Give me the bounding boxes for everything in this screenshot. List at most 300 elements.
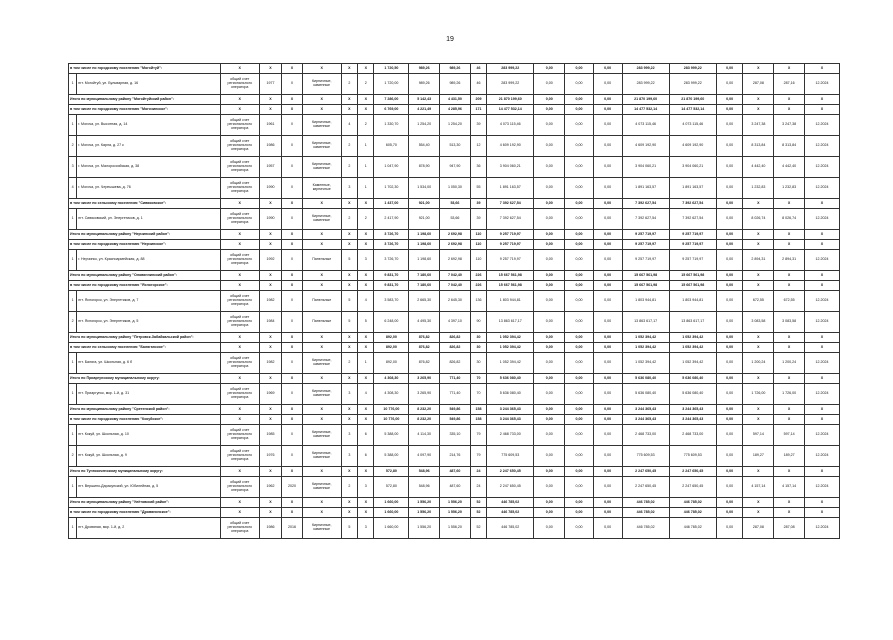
subtotal-row [69,343,840,353]
table-cell: 283 999,22 [622,74,669,95]
table-cell: 4 073 115,46 [622,115,669,136]
table-cell: 39 [470,199,486,209]
table-cell: 9 257 719,97 [487,240,534,250]
table-cell: 989,26 [409,74,440,95]
table-cell: общий счет регионального оператора [220,477,259,498]
table-cell: 1 052 394,42 [487,353,534,374]
table-cell: 989,26 [440,64,471,74]
table-cell: 826,82 [440,343,471,353]
table-cell: X [774,281,805,291]
table-cell: 2 [341,74,357,95]
table-cell: 2 692,98 [440,240,471,250]
table-cell: 0,00 [593,518,622,539]
table-cell: X [743,64,774,74]
table-cell: 226 [470,271,486,281]
table-cell: X [743,230,774,240]
table-cell: 0,00 [593,209,622,230]
table-cell: X [358,230,374,240]
table-cell: X [743,95,774,105]
table-cell: 1 437,00 [374,199,409,209]
table-cell: 0,00 [565,157,594,178]
table-cell: 15 667 561,98 [622,271,669,281]
table-cell: 53,66 [440,199,471,209]
subtotal-row [69,333,840,343]
table-row [69,384,840,405]
table-cell: X [259,240,282,250]
table-cell: 2 [358,115,374,136]
table-cell: 30 [470,343,486,353]
table-cell: X [804,105,839,115]
table-cell: 0,00 [565,343,594,353]
table-cell: X [302,271,341,281]
table-cell: 12.2024 [804,157,839,178]
table-cell: 0,00 [534,415,565,425]
table-cell: 947,90 [440,157,471,178]
table-cell: X [259,105,282,115]
table-cell: 1 726,00 [743,384,774,405]
table-cell: X [282,312,303,333]
table-cell: X [804,467,839,477]
table-cell: X [804,64,839,74]
table-cell: 0,00 [593,95,622,105]
table-cell: X [743,343,774,353]
table-cell: X [220,343,259,353]
table-cell: 8 026,74 [774,209,805,230]
table-cell: 21 870 199,60 [622,95,669,105]
table-cell: X [302,467,341,477]
table-row [69,136,840,157]
table-cell: X [220,95,259,105]
table-cell: 3 244 365,43 [487,405,534,415]
table-cell: 0,00 [534,498,565,508]
table-cell: 597,14 [774,425,805,446]
table-cell: X [282,343,303,353]
row-number: 1 [69,518,77,539]
table-cell: 0,00 [593,250,622,271]
table-row [69,312,840,333]
table-cell: 1 726,00 [774,384,805,405]
table-cell: 548,96 [409,467,440,477]
table-cell: 0,00 [716,467,743,477]
table-cell: 4 609 192,90 [622,136,669,157]
table-cell: X [302,95,341,105]
table-cell: X [282,178,303,199]
table-cell: 0,00 [534,425,565,446]
table-cell: X [259,343,282,353]
table-cell: X [774,467,805,477]
table-cell: 0,00 [534,115,565,136]
address-cell: пгт. Кокуй, ул. Школьная, д. 10 [77,425,221,446]
table-cell: X [358,415,374,425]
table-cell: 3 904 060,21 [487,157,534,178]
table-cell: Кирпичные, каменные [302,477,341,498]
table-cell: X [341,498,357,508]
table-cell: общий счет регионального оператора [220,384,259,405]
table-cell: 1969 [259,384,282,405]
table-cell: 0,00 [565,405,594,415]
table-cell: 2 247 650,45 [622,477,669,498]
table-cell: X [341,281,357,291]
table-cell: X [259,498,282,508]
table-cell: X [220,281,259,291]
table-cell: 446 785,02 [487,498,534,508]
table-cell: 921,00 [409,209,440,230]
table-cell: 1 052 394,42 [487,333,534,343]
subtotal-label: Итого по муниципальному району "Оловяннинский район": [69,271,221,281]
table-cell: 0,00 [716,446,743,467]
table-cell: 5 636 080,40 [669,384,716,405]
table-cell: 1 [358,136,374,157]
table-cell: 0,00 [565,230,594,240]
table-cell: 1 198,60 [409,240,440,250]
table-cell: 287,08 [774,518,805,539]
table-cell: X [804,281,839,291]
table-cell: 0,00 [716,405,743,415]
table-cell: 4 [358,384,374,405]
table-cell: общий счет регионального оператора [220,157,259,178]
table-cell: X [220,64,259,74]
table-cell: 1992 [259,250,282,271]
table-cell: 0,00 [565,425,594,446]
table-cell: 1 050,30 [440,178,471,199]
table-cell: X [282,415,303,425]
table-cell: 0,00 [534,333,565,343]
table-cell: 4 073 115,46 [669,115,716,136]
table-cell: 24 [470,467,486,477]
table-cell: 0,00 [716,157,743,178]
table-cell: 921,00 [409,199,440,209]
table-cell: 10 776,00 [374,405,409,415]
table-cell: 0,00 [593,374,622,384]
table-cell: X [282,115,303,136]
table-cell: 14 477 532,14 [669,105,716,115]
table-cell: Кирпичные, каменные [302,446,341,467]
table-cell: 605,70 [374,136,409,157]
table-cell: 1 660,00 [374,498,409,508]
table-cell: X [804,240,839,250]
table-cell: X [282,446,303,467]
table-cell: X [774,405,805,415]
table-cell: 5 636 080,40 [487,384,534,405]
table-cell: 110 [470,230,486,240]
table-cell: 30 [470,353,486,374]
table-cell: X [743,240,774,250]
table-cell: 0,00 [716,136,743,157]
table-cell: 1 534,00 [409,178,440,199]
table-cell: 52 [470,508,486,518]
table-cell: 0,00 [593,498,622,508]
table-cell: Кирпичные, каменные [302,157,341,178]
table-cell: X [358,343,374,353]
table-cell: 1 052 394,42 [622,333,669,343]
table-cell: 7 392 627,54 [487,209,534,230]
table-cell: 572,80 [374,477,409,498]
table-cell: 12.2024 [804,74,839,95]
table-cell: 90 [470,312,486,333]
table-cell: 554,40 [409,136,440,157]
table-row [69,291,840,312]
table-cell: 0,00 [565,312,594,333]
table-cell: X [743,333,774,343]
table-cell: X [259,281,282,291]
table-cell: X [282,105,303,115]
table-cell: X [259,95,282,105]
subtotal-label: Итого по Тунгокоченскому муниципальному округу: [69,467,221,477]
table-cell: 1 200,24 [743,353,774,374]
table-cell: 0,00 [716,250,743,271]
table-cell: 876,82 [409,353,440,374]
table-cell: X [774,374,805,384]
table-cell: 0,00 [716,415,743,425]
table-row [69,209,840,230]
table-row [69,425,840,446]
subtotal-label: Итого по муниципальному району "Петровск-Забайкальский район": [69,333,221,343]
table-cell: 0,00 [593,157,622,178]
table-cell: X [341,105,357,115]
table-cell: 4 285,96 [440,105,471,115]
table-cell: 287,08 [743,74,774,95]
table-cell: X [804,95,839,105]
table-cell: X [220,240,259,250]
row-number: 1 [69,353,77,374]
table-cell: 2 [358,74,374,95]
subtotal-row [69,240,840,250]
table-cell: X [220,199,259,209]
subtotal-row [69,271,840,281]
table-cell: Панельные [302,312,341,333]
table-cell: 0,00 [593,446,622,467]
table-cell: общий счет регионального оператора [220,115,259,136]
table-cell: X [774,508,805,518]
table-cell: 0,00 [565,281,594,291]
table-cell: 0,00 [534,240,565,250]
table-cell: 0,00 [565,333,594,343]
table-cell: 0,00 [565,291,594,312]
table-cell: X [358,105,374,115]
table-cell: 0,00 [593,178,622,199]
table-cell: общий счет регионального оператора [220,250,259,271]
table-cell: 2 [341,136,357,157]
table-cell: Кирпичные, каменные [302,518,341,539]
table-cell: X [804,230,839,240]
subtotal-row [69,199,840,209]
row-number: 1 [69,74,77,95]
table-cell: 1 052 394,42 [669,343,716,353]
table-cell: 3 [341,178,357,199]
table-cell: 0,00 [565,199,594,209]
table-cell: 5 388,00 [374,425,409,446]
table-cell: X [220,333,259,343]
table-cell: 14 477 532,14 [622,105,669,115]
table-cell: 775 609,53 [622,446,669,467]
table-cell: 4 157,14 [774,477,805,498]
table-cell: 0,00 [565,74,594,95]
table-cell: X [282,209,303,230]
subtotal-label: Итого по муниципальному району "Могойтуйский район": [69,95,221,105]
table-cell: 771,40 [440,384,471,405]
table-cell: X [282,250,303,271]
table-cell: X [341,95,357,105]
table-cell: 0,00 [593,415,622,425]
table-cell: 13 863 617,17 [487,312,534,333]
table-cell: X [774,343,805,353]
table-cell: 12.2024 [804,209,839,230]
table-cell: 15 667 561,98 [487,281,534,291]
table-cell: 2 692,98 [440,250,471,271]
table-cell: X [774,271,805,281]
table-cell: 0,00 [565,64,594,74]
table-row [69,446,840,467]
table-cell: 1 891 163,57 [487,178,534,199]
subtotal-label: Итого по муниципальному району "Улётовский район": [69,498,221,508]
table-cell: 2 [341,157,357,178]
row-number: 1 [69,291,77,312]
table-cell: 12.2024 [804,477,839,498]
table-cell: 110 [470,250,486,271]
table-cell: 12.2024 [804,291,839,312]
table-cell: 0,00 [534,281,565,291]
table-row [69,74,840,95]
table-cell: 3 [358,250,374,271]
table-cell: X [341,271,357,281]
table-cell: 13 863 617,17 [622,312,669,333]
table-cell: 1 [358,353,374,374]
table-cell: 572,80 [374,467,409,477]
table-cell: 36 [470,157,486,178]
subtotal-label: Итого по муниципальному району "Сретенский район": [69,405,221,415]
table-cell: X [259,333,282,343]
table-cell: 0,00 [593,281,622,291]
table-cell: 826,82 [440,353,471,374]
table-cell: 283 999,22 [669,74,716,95]
table-cell: X [804,343,839,353]
table-cell: 0,00 [565,498,594,508]
table-cell: 1 556,20 [440,498,471,508]
table-cell: 283 999,22 [669,64,716,74]
table-cell: 1976 [259,446,282,467]
table-cell: X [743,405,774,415]
table-cell: 0,00 [565,240,594,250]
row-number: 1 [69,250,77,271]
table-cell: 226 [470,281,486,291]
table-cell: 0,00 [716,230,743,240]
table-cell: Каменные, кирпичные [302,178,341,199]
table-cell: 1982 [259,353,282,374]
subtotal-label: в том числе по городскому поселению "Могойтуй": [69,64,221,74]
table-cell: X [358,240,374,250]
table-cell: 0,00 [565,105,594,115]
table-cell: 446 785,02 [487,518,534,539]
table-cell: 0,00 [534,374,565,384]
table-cell: 0,00 [534,353,565,374]
table-cell: X [259,64,282,74]
subtotal-label: в том числе по городскому поселению "Могочинское": [69,105,221,115]
table-cell: 4 [358,291,374,312]
table-cell: Кирпичные, каменные [302,425,341,446]
table-cell: 2 894,31 [743,250,774,271]
table-cell: 1982 [259,291,282,312]
table-cell: 283 999,22 [487,64,534,74]
table-cell: 1 254,20 [440,115,471,136]
table-cell: 7 042,40 [440,271,471,281]
table-cell: 1 [358,178,374,199]
table-cell: 0,00 [593,271,622,281]
table-cell: 5 [341,312,357,333]
table-cell: 0,00 [565,115,594,136]
address-cell: пгт. Вершино-Дарасунский, ул. Юбилейная, д. 5 [77,477,221,498]
table-cell: X [341,199,357,209]
table-cell: 9 257 719,97 [487,250,534,271]
table-cell: 12.2024 [804,136,839,157]
table-cell: 4 431,50 [440,95,471,105]
table-cell: 0,00 [534,230,565,240]
table-cell: 1990 [259,209,282,230]
table-cell: 5 [358,312,374,333]
table-cell: X [220,271,259,281]
table-cell: 0,00 [593,64,622,74]
table-cell: X [282,384,303,405]
subtotal-label: в том числе по городскому поселению "Ясногорское": [69,281,221,291]
table-cell: Панельные [302,291,341,312]
table-cell: 1 720,00 [374,74,409,95]
table-cell: 4 308,30 [374,384,409,405]
table-cell: 1 556,20 [440,518,471,539]
table-cell: 3 083,58 [774,312,805,333]
table-cell: 3 [341,425,357,446]
address-cell: пгт. Кокуй, ул. Школьная, д. 9 [77,446,221,467]
table-cell: 3 247,38 [743,115,774,136]
table-cell: 0,00 [716,281,743,291]
table-cell: 0,00 [716,508,743,518]
address-cell: пгт. Сивяковский, ул. Энергетиков, д. 1 [77,209,221,230]
table-cell: 892,00 [374,333,409,343]
table-cell: 0,00 [534,405,565,415]
table-cell: 0,00 [534,446,565,467]
table-cell: 2 [358,209,374,230]
table-cell: 8 232,20 [409,405,440,415]
table-cell: 513,30 [440,136,471,157]
table-cell: 672,55 [743,291,774,312]
table-cell: 283 999,22 [487,74,534,95]
table-cell: X [341,508,357,518]
table-cell: 287,16 [774,74,805,95]
table-cell: 4 157,14 [743,477,774,498]
table-cell: X [774,95,805,105]
table-cell: 1 330,70 [374,115,409,136]
subtotal-label: Итого по Приаргунскому муниципальному округу: [69,374,221,384]
table-cell: X [743,467,774,477]
table-cell: X [774,64,805,74]
table-cell: X [282,467,303,477]
table-cell: 3 726,70 [374,230,409,240]
table-cell: X [358,333,374,343]
table-cell: 2 645,30 [440,291,471,312]
table-cell: 2 247 650,45 [669,467,716,477]
table-cell: 826,82 [440,333,471,343]
table-cell: 0,00 [565,508,594,518]
table-cell: 3 083,58 [743,312,774,333]
table-cell: X [302,374,341,384]
row-number: 1 [69,115,77,136]
table-cell: 989,26 [440,74,471,95]
table-cell: 0,00 [716,425,743,446]
table-cell: 3 [358,518,374,539]
table-cell: 1 052 394,42 [622,343,669,353]
table-cell: 214,76 [440,446,471,467]
table-cell: 0,00 [716,209,743,230]
address-cell: г. Нерчинск, ул. Красноармейская, д. 88 [77,250,221,271]
table-cell: X [302,498,341,508]
